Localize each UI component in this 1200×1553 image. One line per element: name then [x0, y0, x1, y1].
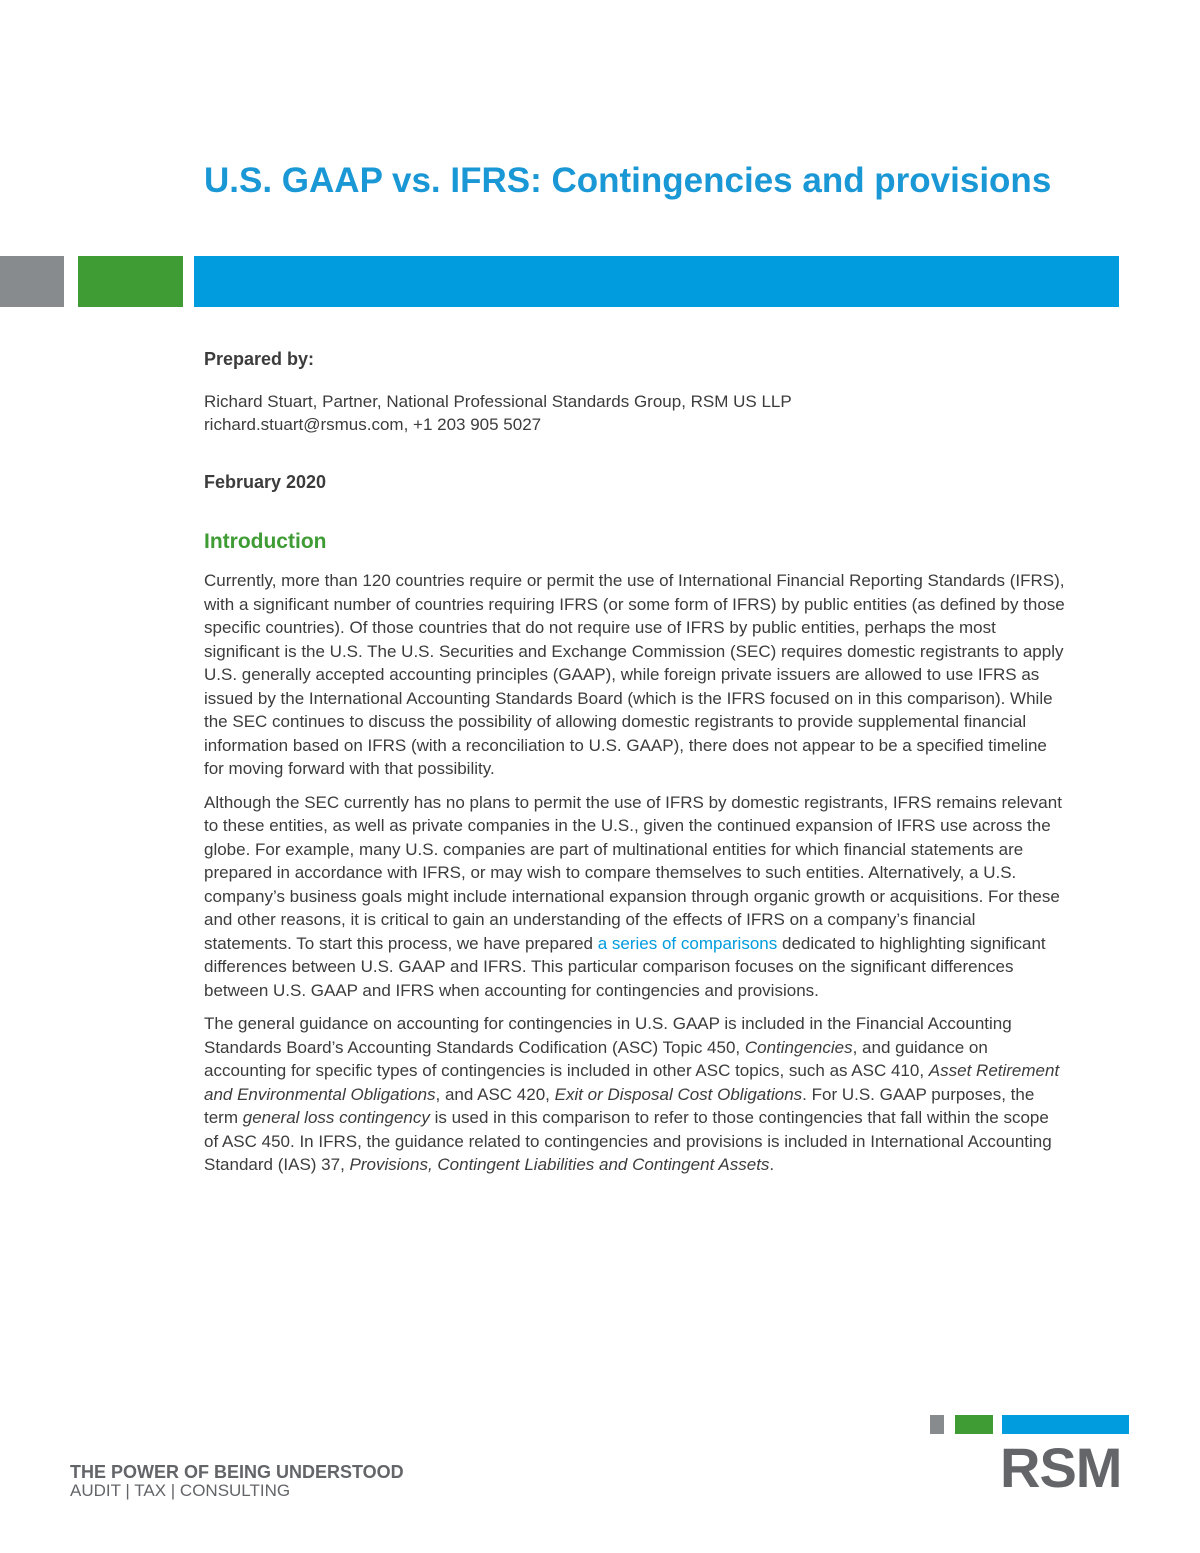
author-contact-line: richard.stuart@rsmus.com, +1 203 905 5027: [204, 415, 542, 434]
p3-italic-asc410: Asset Retirement and Environmental Obligations: [204, 1061, 1060, 1104]
logo-bar-green: [955, 1415, 993, 1434]
p3-text-g: . For U.S. GAAP purposes, the term: [204, 1084, 1035, 1127]
p3-text-a: The general guidance on accounting for contingencies in U.S. GAAP is included in the Financial Accounting Standards Board’s Accounting Standards Codification (ASC) Topic 450,: [204, 1014, 1012, 1057]
intro-paragraph-3: [204, 1012, 1066, 1177]
introduction-body: [204, 569, 1066, 1187]
p3-text-e: , and ASC 420,: [435, 1084, 555, 1104]
header-bar-gray: [0, 256, 64, 307]
document-title: U.S. GAAP vs. IFRS: Contingencies and provisions: [204, 161, 1052, 200]
footer-tagline: THE POWER OF BEING UNDERSTOOD: [70, 1462, 404, 1482]
prepared-by-label: Prepared by:: [204, 349, 315, 369]
author-name-line: Richard Stuart, Partner, National Professional Standards Group, RSM US LLP: [204, 392, 792, 411]
publication-date: February 2020: [204, 472, 327, 492]
intro-paragraph-2: [204, 791, 1066, 1003]
p3-italic-term: general loss contingency: [242, 1108, 430, 1127]
header-bar-blue: [194, 256, 1119, 307]
intro-paragraph-2-text-a: Although the SEC currently has no plans to permit the use of IFRS by domestic registrants, IFRS remains relevant to these entities, as well as private companies in the U.S., given the continued expansion of IFRS use across the globe. For example, many U.S. companies are part of multinational entities for which financial statements are prepared in accordance with IFRS, or may wish to compare themselves to such entities. Alternatively, a U.S. company’s business goals might include international expansion through organic growth or acquisitions. For these and other reasons, it is critical to gain an understanding of the effects of IFRS on a company’s financial statements. To start this process, we have prepared: [204, 792, 1062, 953]
p3-text-k: .: [769, 1155, 775, 1174]
p3-italic-ias37: Provisions, Contingent Liabilities and Contingent Assets: [349, 1155, 770, 1174]
p3-italic-contingencies: Contingencies: [744, 1037, 853, 1057]
author-block: [204, 390, 1104, 436]
introduction-heading: Introduction: [204, 530, 327, 553]
logo-bar-blue: [1002, 1415, 1129, 1434]
p3-text-i: is used in this comparison to refer to those contingencies that fall within the scope of ASC 450. In IFRS, the guidance related to contingencies and provisions is included in International Accounting Standard (IAS) 37,: [204, 1108, 1052, 1174]
rsm-logo: RSM: [1000, 1436, 1122, 1499]
intro-paragraph-1: Currently, more than 120 countries require or permit the use of International Financial Reporting Standards (IFRS), with a significant number of countries requiring IFRS (or some form of IFRS) by public entities (as defined by those specific countries). Of those countries that do not require use of IFRS by public entities, perhaps the most significant is the U.S. The U.S. Securities and Exchange Commission (SEC) requires domestic registrants to apply U.S. generally accepted accounting principles (GAAP), while foreign private issuers are allowed to use IFRS as issued by the International Accounting Standards Board (which is the IFRS focused on in this comparison). While the SEC continues to discuss the possibility of allowing domestic registrants to provide supplemental financial information based on IFRS (with a reconciliation to U.S. GAAP), there does not appear to be a specified timeline for moving forward with that possibility.: [204, 571, 1065, 778]
series-of-comparisons-link[interactable]: a series of comparisons: [597, 933, 778, 953]
footer-services: AUDIT | TAX | CONSULTING: [70, 1481, 291, 1500]
intro-paragraph-2-text-b: dedicated to highlighting significant differences between U.S. GAAP and IFRS. This particular comparison focuses on the significant differences between U.S. GAAP and IFRS when accounting for contingencies and provisions.: [204, 933, 1046, 1000]
header-bar-green: [78, 256, 183, 307]
logo-bar-gray: [930, 1415, 944, 1434]
p3-text-c: , and guidance on accounting for specific types of contingencies is included in other ASC topics, such as ASC 410,: [204, 1037, 988, 1080]
p3-italic-asc420: Exit or Disposal Cost Obligations: [554, 1084, 803, 1104]
